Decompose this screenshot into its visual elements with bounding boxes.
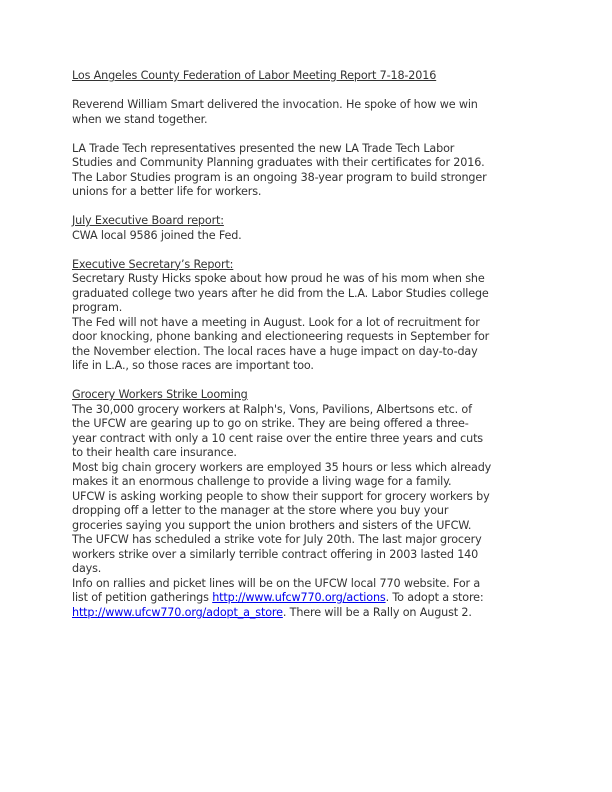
text-line (72, 606, 552, 621)
invocation-paragraph (72, 98, 552, 127)
text-line: The UFCW has scheduled a strike vote for July 20th. The last major grocery (72, 533, 482, 546)
text-line: days. (72, 562, 102, 575)
tradetech-paragraph (72, 142, 552, 200)
actions-link[interactable]: http://www.ufcw770.org/actions (212, 591, 386, 604)
text-line: Most big chain grocery workers are employed 35 hours or less which already (72, 460, 492, 474)
text-line: groceries saying you support the union brothers and sisters of the UFCW. (72, 518, 472, 532)
text-line: Studies and Community Planning graduates with their certificates for 2016. (72, 156, 485, 169)
text-line: Secretary Rusty Hicks spoke about how proud he was of his mom when she (72, 272, 485, 285)
spacer (72, 243, 552, 258)
text-line: Reverend William Smart delivered the invocation. He spoke of how we win (72, 98, 478, 111)
spacer (72, 127, 552, 142)
text-line (72, 591, 552, 606)
text-line: makes it an enormous challenge to provide a living wage for a family. (72, 475, 452, 488)
document-body (72, 69, 552, 620)
secretary-section (72, 258, 552, 374)
strike-section (72, 388, 552, 620)
board-section (72, 214, 552, 243)
text-line: to their health care insurance. (72, 446, 237, 459)
spacer (72, 84, 552, 99)
text-fragment: . To adopt a store: (385, 591, 484, 604)
spacer (72, 374, 552, 389)
text-line: UFCW is asking working people to show their support for grocery workers by (72, 489, 490, 503)
section-heading: Grocery Workers Strike Looming (72, 388, 248, 401)
section-heading: Executive Secretary’s Report: (72, 257, 234, 271)
adopt-store-link[interactable]: http://www.ufcw770.org/adopt_a_store (72, 605, 283, 619)
text-fragment: . There will be a Rally on August 2. (282, 605, 472, 619)
text-line: graduated college two years after he did from the L.A. Labor Studies college (72, 286, 489, 300)
text-line: unions for a better life for workers. (72, 185, 262, 198)
text-line: when we stand together. (72, 112, 208, 126)
text-line: The Labor Studies program is an ongoing 38-year program to build stronger (72, 170, 487, 184)
text-line: year contract with only a 10 cent raise over the entire three years and cuts (72, 431, 483, 445)
text-line: LA Trade Tech representatives presented the new LA Trade Tech Labor (72, 141, 455, 155)
text-fragment: list of petition gatherings (72, 591, 213, 604)
text-line: The 30,000 grocery workers at Ralph's, Vons, Pavilions, Albertsons etc. of (72, 402, 472, 416)
text-line: the November election. The local races have a huge impact on day-to-day (72, 344, 478, 358)
text-line: workers strike over a similarly terrible contract offering in 2003 lasted 140 (72, 547, 479, 561)
spacer (72, 200, 552, 215)
text-line: life in L.A., so those races are important too. (72, 359, 314, 372)
text-line: the UFCW are gearing up to go on strike. They are being offered a three- (72, 417, 469, 430)
text-line: The Fed will not have a meeting in August. Look for a lot of recruitment for (72, 315, 480, 329)
text-line: Info on rallies and picket lines will be on the UFCW local 770 website. For a (72, 576, 481, 590)
text-line: dropping off a letter to the manager at the store where you buy your (72, 504, 449, 517)
text-line: program. (72, 301, 123, 314)
text-line: door knocking, phone banking and electioneering requests in September for (72, 330, 490, 343)
report-title: Los Angeles County Federation of Labor Meeting Report 7-18-2016 (72, 69, 437, 82)
text-line: CWA local 9586 joined the Fed. (72, 228, 242, 242)
section-heading: July Executive Board report: (72, 214, 224, 227)
